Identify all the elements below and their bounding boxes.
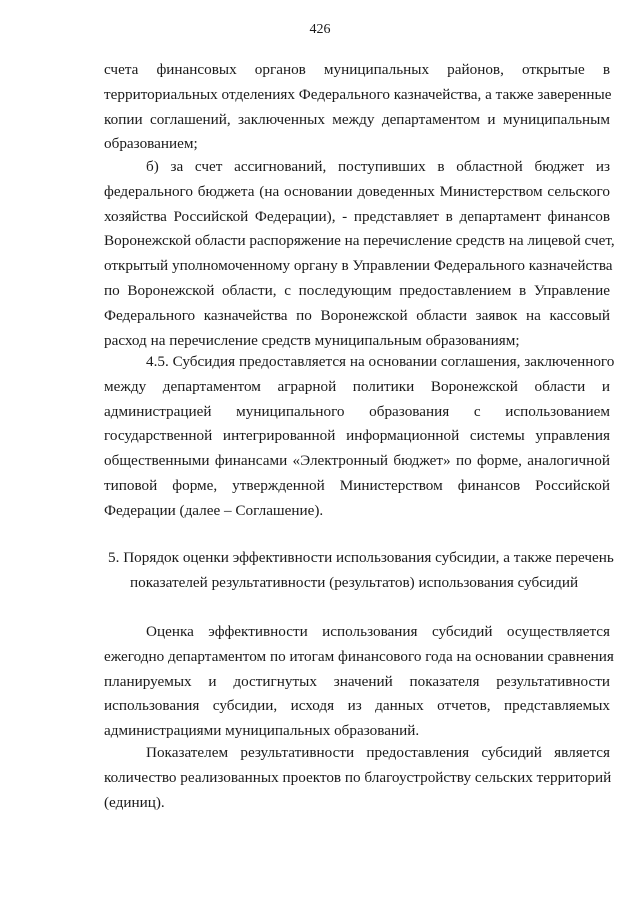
paragraph-2: [104, 155, 615, 353]
text-line: использования субсидии, исходя из данных отчетов, представляемых: [104, 697, 610, 715]
paragraph-5: [104, 741, 610, 815]
paragraph-4: [104, 620, 614, 744]
text-line: государственной интегрированной информационной системы управления: [104, 427, 610, 445]
text-line: Федерации (далее – Соглашение).: [104, 501, 324, 519]
text-line: типовой форме, утвержденной Министерством финансов Российской: [104, 476, 610, 494]
text-line: открытый уполномоченному органу в Управлении Федерального казначейства: [104, 257, 613, 275]
text-line: (единиц).: [104, 793, 165, 811]
text-line: Воронежской области распоряжение на перечисление средств на лицевой счет,: [104, 232, 615, 250]
text-line: администрацией муниципального образования с использованием: [104, 402, 610, 420]
text-line: общественными финансами «Электронный бюджет» по форме, аналогичной: [104, 452, 610, 470]
text-line: между департаментом аграрной политики Воронежской области и: [104, 377, 610, 395]
text-line: планируемых и достигнутых значений показателя результативности: [104, 672, 610, 690]
text-line: количество реализованных проектов по благоустройству сельских территорий: [104, 768, 612, 786]
text-line: Показателем результативности предоставления субсидий является: [146, 744, 610, 761]
text-line: расход на перечисление средств муниципальным образованиям;: [104, 331, 520, 349]
page-number: 426: [309, 22, 331, 37]
text-line: счета финансовых органов муниципальных районов, открытые в: [104, 61, 610, 78]
text-line: ежегодно департаментом по итогам финансового года на основании сравнения: [104, 647, 614, 665]
paragraph-3: [104, 350, 615, 524]
heading-line: 5. Порядок оценки эффективности использования субсидии, а также перечень: [108, 549, 614, 566]
text-line: 4.5. Субсидия предоставляется на основании соглашения, заключенного: [146, 353, 615, 370]
text-line: образованием;: [104, 135, 198, 153]
text-line: по Воронежской области, с последующим предоставлением в Управление: [104, 281, 610, 299]
text-line: территориальных отделениях Федерального казначейства, а также заверенные: [104, 85, 612, 103]
text-line: федерального бюджета (на основании доведенных Министерством сельского: [104, 182, 610, 200]
text-line: копии соглашений, заключенных между департаментом и муниципальным: [104, 110, 610, 128]
section-heading: [104, 546, 624, 596]
text-line: хозяйства Российской Федерации), - представляет в департамент финансов: [104, 207, 610, 225]
text-line: б) за счет ассигнований, поступивших в областной бюджет из: [146, 158, 610, 175]
text-line: администрациями муниципальных образований.: [104, 722, 420, 740]
heading-line: показателей результативности (результатов) использования субсидий: [130, 573, 579, 591]
text-line: Федерального казначейства по Воронежской области заявок на кассовый: [104, 306, 610, 324]
text-line: Оценка эффективности использования субсидий осуществляется: [146, 623, 610, 640]
paragraph-1: [104, 58, 610, 157]
